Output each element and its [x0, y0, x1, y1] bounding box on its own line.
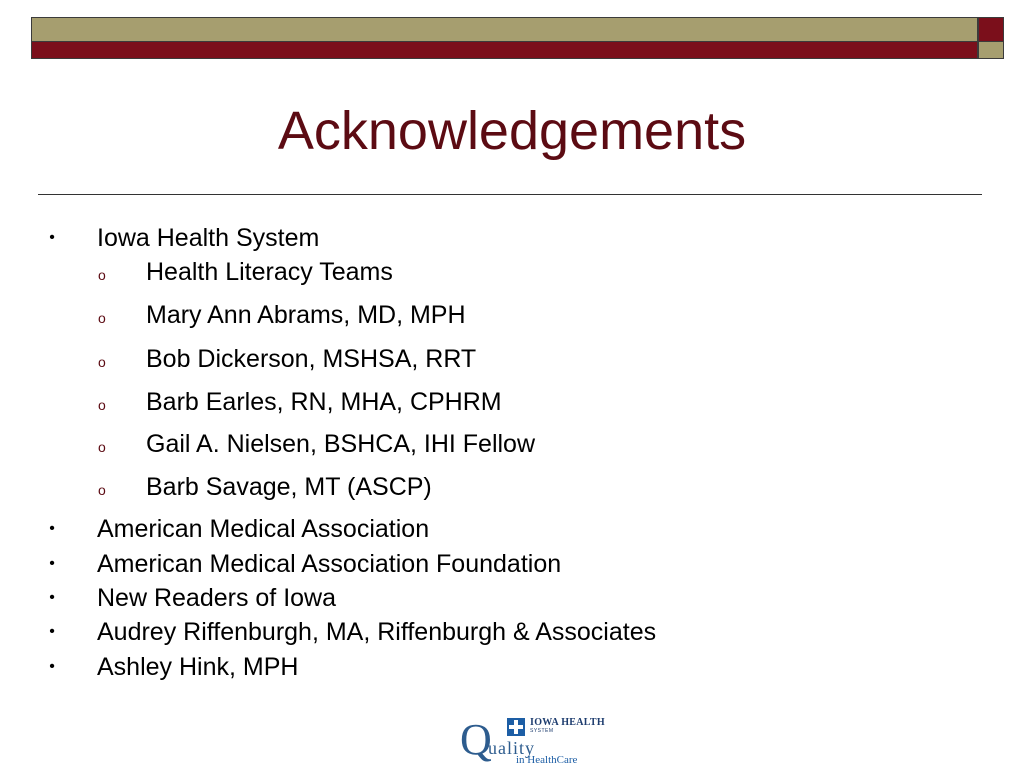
bullet-marker: •: [49, 623, 55, 640]
bullet-text: Iowa Health System: [97, 224, 320, 252]
sub-bullet-marker: o: [98, 267, 106, 283]
bullet-marker: •: [49, 658, 55, 675]
bullet-text: Audrey Riffenburgh, MA, Riffenburgh & Associates: [97, 618, 657, 646]
sub-bullet-text: Barb Savage, MT (ASCP): [146, 473, 432, 501]
bullet-text: Ashley Hink, MPH: [97, 653, 299, 681]
sub-bullet-text: Health Literacy Teams: [146, 258, 393, 286]
bullet-text: American Medical Association Foundation: [97, 550, 562, 578]
bullet-marker: •: [49, 520, 55, 537]
sub-bullet-text: Bob Dickerson, MSHSA, RRT: [146, 345, 477, 373]
bullet-marker: •: [49, 555, 55, 572]
sub-bullet-marker: o: [98, 482, 106, 498]
sub-bullet-text: Mary Ann Abrams, MD, MPH: [146, 301, 466, 329]
sub-bullet-marker: o: [98, 439, 106, 455]
sub-bullet-text: Barb Earles, RN, MHA, CPHRM: [146, 388, 502, 416]
logo-word: uality: [488, 738, 535, 758]
sub-bullet-text: Gail A. Nielsen, BSHCA, IHI Fellow: [146, 430, 536, 458]
logo-q-letter: Q: [460, 715, 492, 764]
cross-icon: [507, 718, 525, 736]
bullet-text: New Readers of Iowa: [97, 584, 337, 612]
bullet-marker: •: [49, 229, 55, 246]
bullet-marker: •: [49, 589, 55, 606]
quality-in-healthcare-logo: [460, 716, 610, 768]
logo-tagline: in HealthCare: [516, 754, 578, 766]
slide-title: Acknowledgements: [277, 101, 747, 161]
logo-org-subtitle: SYSTEM: [530, 728, 554, 734]
sub-bullet-marker: o: [98, 354, 106, 370]
sub-bullet-marker: o: [98, 397, 106, 413]
logo-org-name: IOWA HEALTH: [530, 717, 605, 728]
bullet-text: American Medical Association: [97, 515, 430, 543]
sub-bullet-marker: o: [98, 310, 106, 326]
